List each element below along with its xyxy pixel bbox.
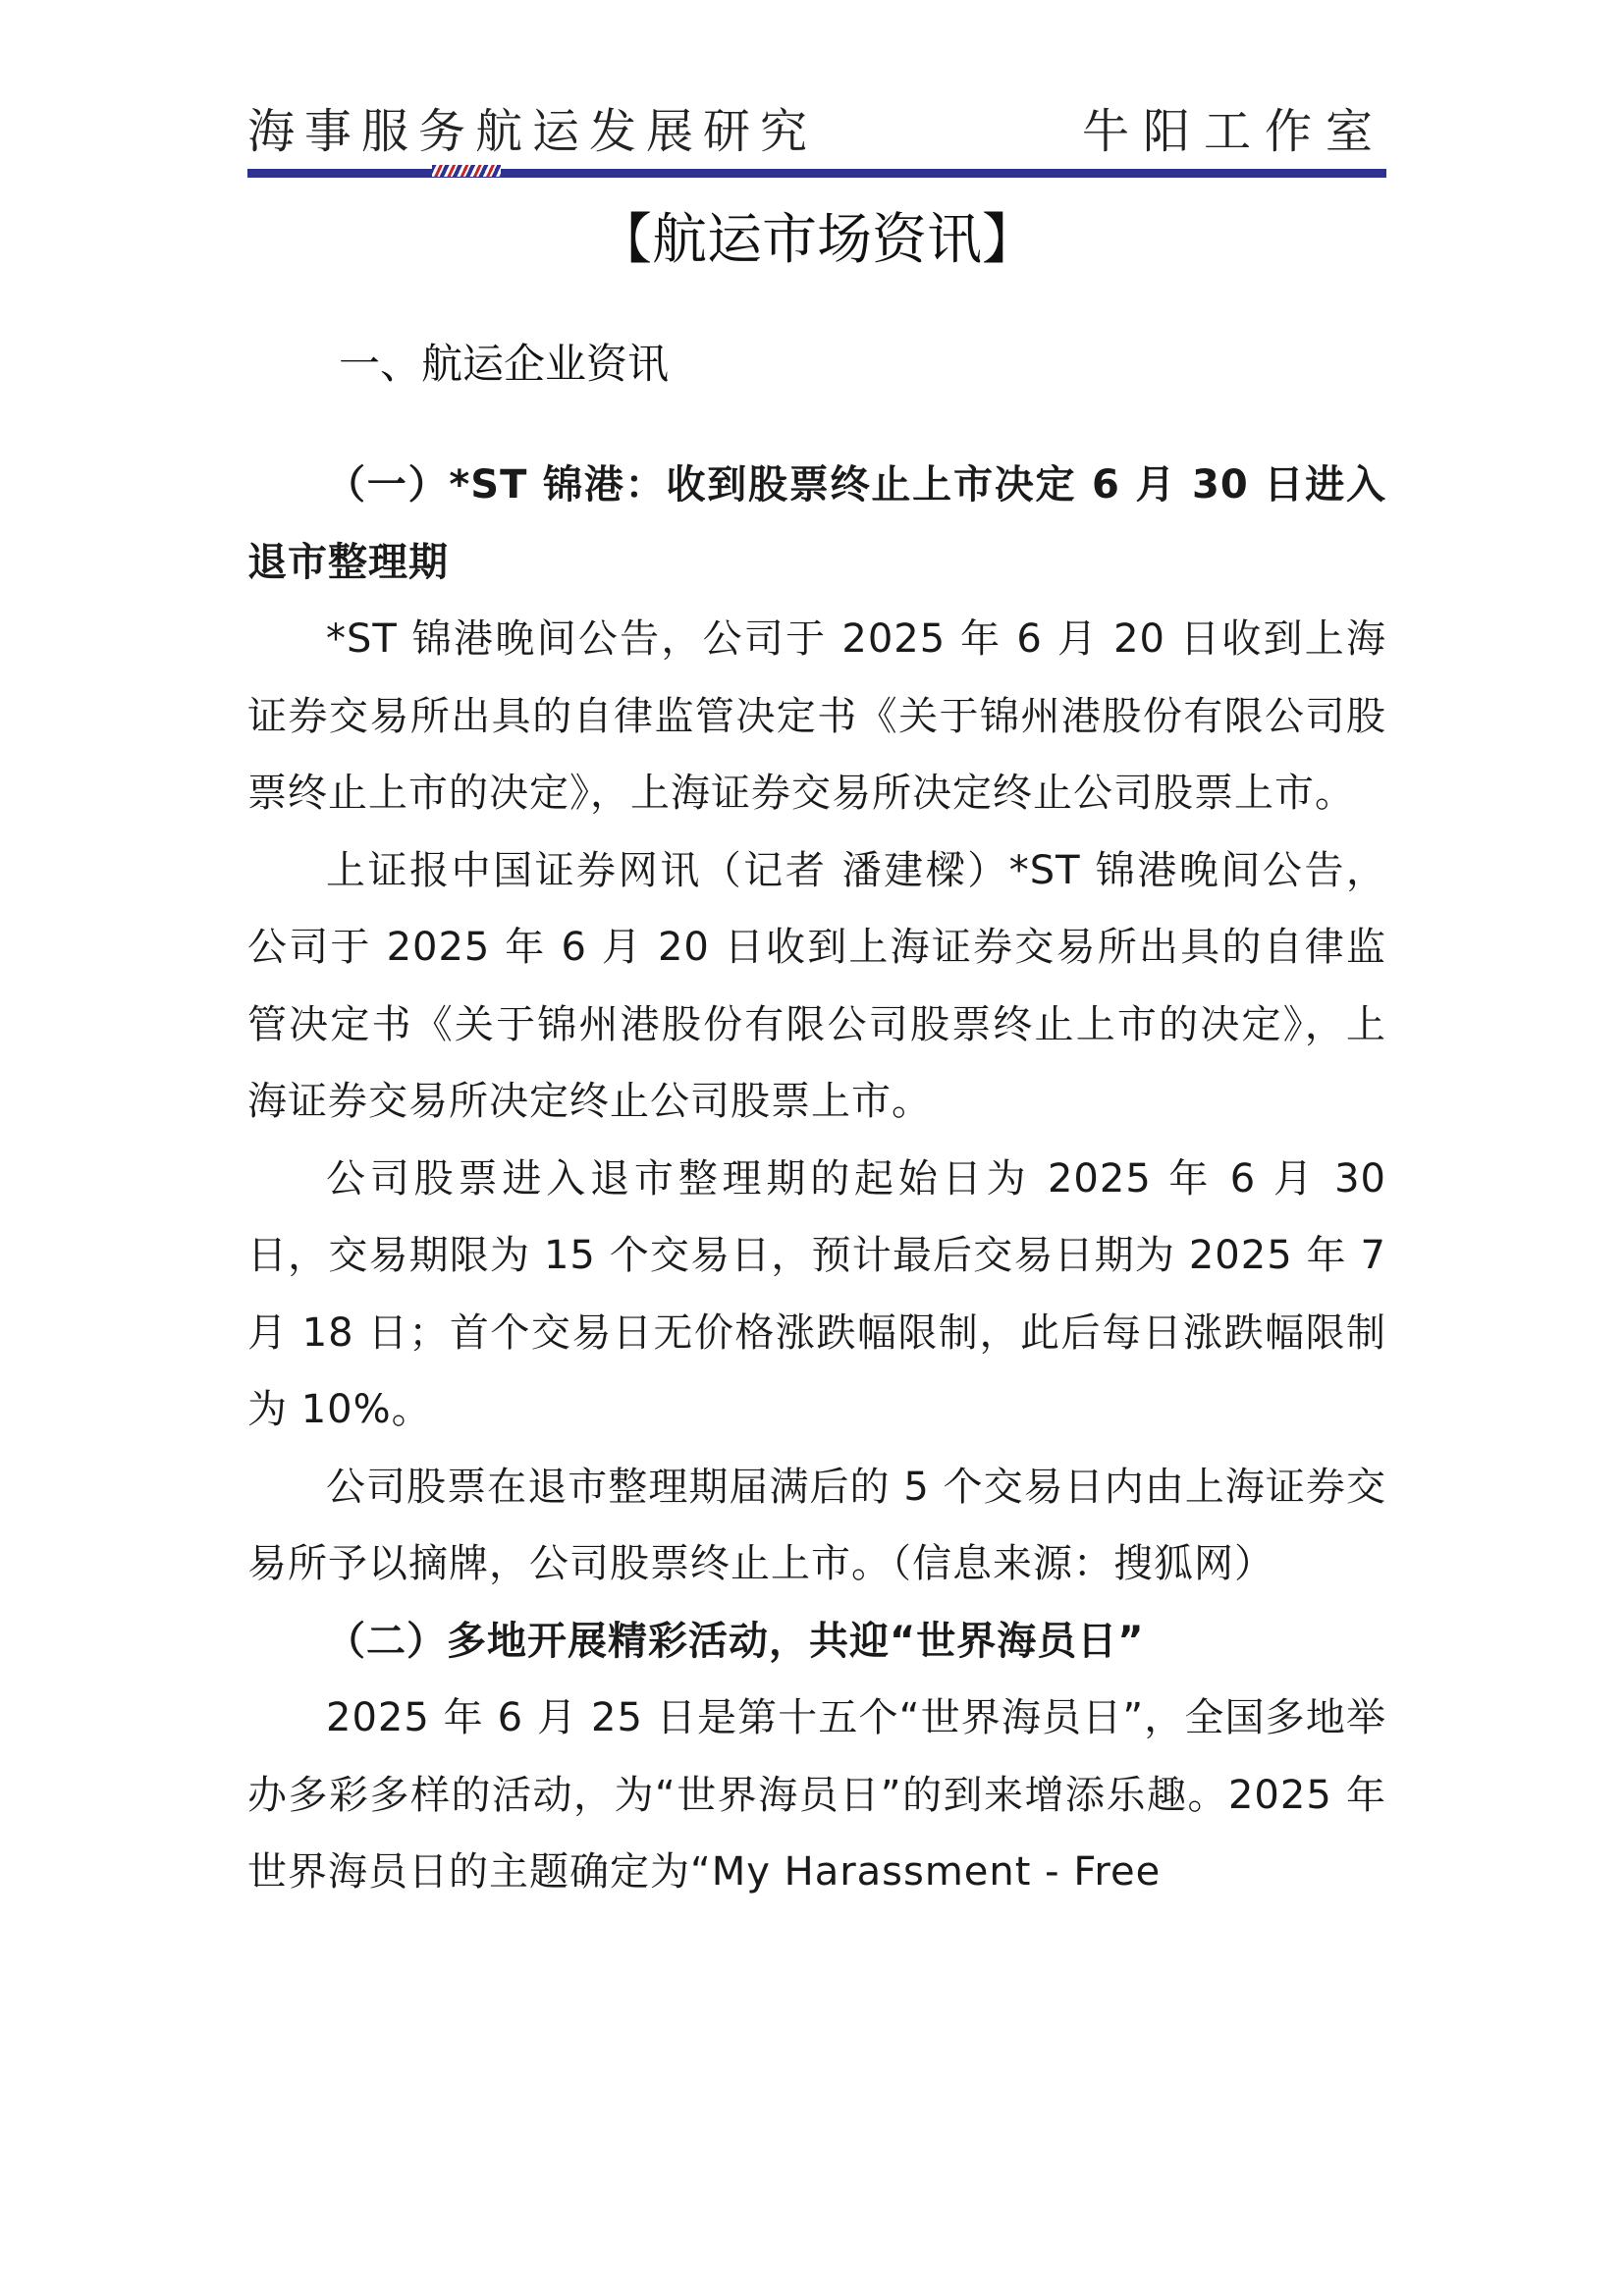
header-divider-accent <box>432 165 501 177</box>
header-right-title: 牛阳工作室 <box>1081 104 1386 159</box>
subsection-heading-1: （一）*ST 锦港：收到股票终止上市决定 6 月 30 日进入退市整理期 <box>247 462 1386 585</box>
section-heading: 一、航运企业资讯 <box>339 340 670 388</box>
header-left-title: 海事服务航运发展研究 <box>247 104 818 159</box>
document-body <box>247 447 1386 1911</box>
document-title: 【航运市场资讯】 <box>597 208 1037 272</box>
paragraph: 2025 年 6 月 25 日是第十五个“世界海员日”，全国多地举办多彩多样的活动，为“世界海员日”的到来增添乐趣。2025 年世界海员日的主题确定为“My Harassment - Free <box>247 1695 1386 1895</box>
subsection-heading-2: （二）多地开展精彩活动，共迎“世界海员日” <box>326 1618 1145 1664</box>
page-header <box>247 96 1386 167</box>
paragraph: 公司股票进入退市整理期的起始日为 2025 年 6 月 30 日，交易期限为 15 个交易日，预计最后交易日期为 2025 年 7 月 18 日；首个交易日无价格涨跌幅限制，此后每日涨跌幅限制为 10%。 <box>247 1155 1386 1432</box>
paragraph: *ST 锦港晚间公告，公司于 2025 年 6 月 20 日收到上海证券交易所出具的自律监管决定书《关于锦州港股份有限公司股票终止上市的决定》，上海证券交易所决定终止公司股票上市。 <box>247 616 1386 816</box>
paragraph: 上证报中国证券网讯（记者 潘建樑）*ST 锦港晚间公告，公司于 2025 年 6 月 20 日收到上海证券交易所出具的自律监管决定书《关于锦州港股份有限公司股票终止上市的决定》，上海证券交易所决定终止公司股票上市。 <box>247 847 1386 1124</box>
paragraph: 公司股票在退市整理期届满后的 5 个交易日内由上海证券交易所予以摘牌，公司股票终止上市。（信息来源：搜狐网） <box>247 1464 1386 1586</box>
header-divider <box>247 169 1386 178</box>
